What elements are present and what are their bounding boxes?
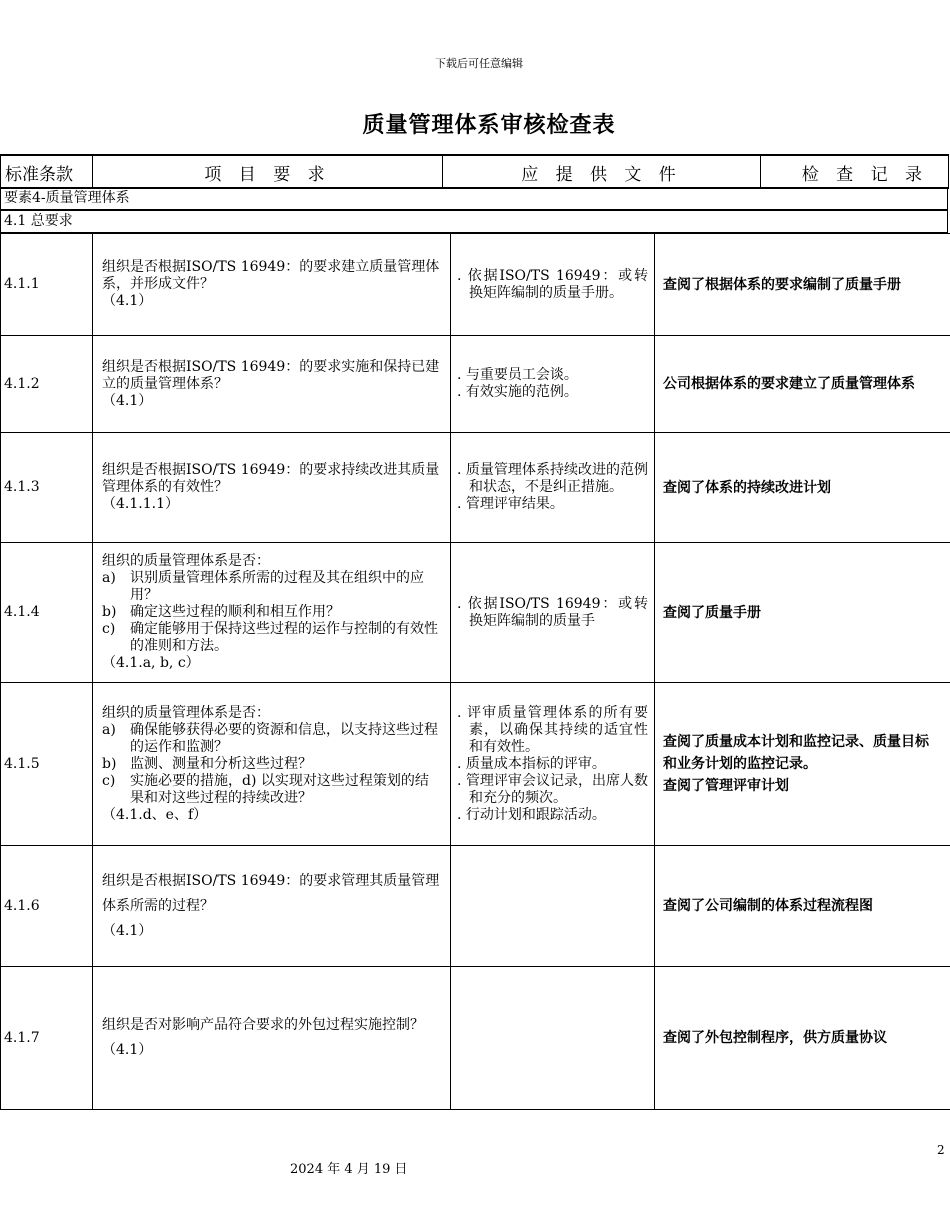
document-item: . 行动计划和跟踪活动。 (457, 806, 606, 823)
page-title: 质量管理体系审核检查表 (362, 113, 616, 138)
subitem-text: 确定能够用于保持这些过程的运作与控制的有效性的准则和方法。 (130, 621, 438, 654)
record-text: 和业务计划的监控记录。 (663, 756, 817, 772)
requirement-text: 组织是否根据ISO/TS 16949：的要求管理其质量管理体系所需的过程？ (102, 872, 440, 914)
document-item: . 有效实施的范例。 (457, 384, 578, 400)
requirement-cell (93, 967, 451, 1110)
record-text: 查阅了公司编制的体系过程流程图 (663, 898, 873, 914)
page-number: 2 (937, 1143, 945, 1157)
clause-cell: 4.1.2 (1, 336, 93, 433)
record-cell (655, 433, 950, 543)
documents-cell (451, 433, 655, 543)
requirement-text: （4.1） (102, 922, 153, 939)
requirement-text: （4.1） (102, 293, 153, 309)
column-header-clause: 标准条款 (1, 155, 93, 189)
subitem-text: 确保能够获得必要的资源和信息，以支持这些过程的运作和监测？ (130, 721, 438, 755)
requirement-text: （4.1） (102, 392, 153, 409)
subitem-label: a) (102, 570, 116, 586)
documents-cell (451, 234, 655, 336)
record-text: 查阅了质量手册 (663, 604, 761, 621)
table-row (1, 234, 950, 336)
column-header-requirement: 项 目 要 求 (93, 155, 443, 189)
subitem-text: 确定这些过程的顺利和相互作用？ (130, 604, 340, 620)
record-cell (655, 846, 950, 967)
requirement-cell (93, 683, 451, 846)
table-row (1, 543, 950, 683)
clause-cell: 4.1.5 (1, 683, 93, 846)
column-header-documents: 应 提 供 文 件 (443, 155, 761, 189)
table-row (1, 683, 950, 846)
clause-cell: 4.1.3 (1, 433, 93, 543)
record-text: 查阅了外包控制程序，供方质量协议 (663, 1030, 887, 1046)
subitem-text: 识别质量管理体系所需的过程及其在组织中的应用？ (130, 570, 424, 603)
table-row (1, 967, 950, 1110)
subitem-label: a) (102, 721, 116, 738)
record-cell (655, 336, 950, 433)
requirement-intro: 组织的质量管理体系是否： (102, 704, 270, 721)
requirement-text: （4.1） (102, 1042, 153, 1058)
requirement-subitem (102, 570, 442, 604)
documents-cell (451, 967, 655, 1110)
requirement-text: 组织是否根据ISO/TS 16949：的要求持续改进其质量管理体系的有效性？ (102, 462, 440, 495)
documents-cell (451, 846, 655, 967)
column-header-row (0, 154, 949, 189)
subitem-text: 实施必要的措施，d) 以实现对这些过程策划的结果和对这些过程的持续改进？ (130, 772, 429, 806)
requirement-cell (93, 846, 451, 967)
requirement-text: 组织是否对影响产品符合要求的外包过程实施控制？ (102, 1017, 424, 1033)
requirement-text: （4.1.1.1） (102, 496, 179, 512)
documents-cell (451, 543, 655, 683)
document-item: . 评审质量管理体系的所有要素，以确保其持续的适宜性和有效性。 (457, 704, 648, 755)
subsection-row: 4.1 总要求 (0, 210, 948, 233)
requirement-intro: 组织的质量管理体系是否： (102, 553, 270, 569)
record-text: 查阅了管理评审计划 (663, 778, 789, 794)
table-row (1, 846, 950, 967)
record-text: 查阅了质量成本计划和监控记录、质量目标 (663, 734, 929, 750)
record-cell (655, 234, 950, 336)
requirement-text: 组织是否根据ISO/TS 16949：的要求实施和保持已建立的质量管理体系？ (102, 358, 440, 392)
record-text: 查阅了根据体系的要求编制了质量手册 (663, 276, 901, 293)
header-note: 下载后可任意编辑 (435, 57, 523, 70)
subitem-text: 监测、测量和分析这些过程？ (130, 755, 312, 772)
requirement-subitem (102, 604, 442, 621)
column-header-record: 检 查 记 录 (761, 155, 949, 189)
clause-cell: 4.1.7 (1, 967, 93, 1110)
document-item: . 依据ISO/TS 16949：或转换矩阵编制的质量手 (457, 595, 648, 629)
requirement-cell (93, 433, 451, 543)
record-text: 查阅了体系的持续改进计划 (663, 479, 831, 496)
subitem-label: b) (102, 755, 117, 772)
requirement-subitem (102, 756, 442, 773)
document-item: . 管理评审会议记录，出席人数和充分的频次。 (457, 772, 648, 806)
requirement-cell (93, 543, 451, 683)
table-row (1, 433, 950, 543)
requirement-subitem (102, 722, 442, 756)
subitem-label: c) (102, 772, 116, 789)
requirement-cell (93, 234, 451, 336)
record-cell (655, 967, 950, 1110)
requirement-cell (93, 336, 451, 433)
section-row: 要素4-质量管理体系 (0, 187, 948, 210)
requirement-subitem (102, 621, 442, 655)
clause-cell: 4.1.4 (1, 543, 93, 683)
checklist-table (0, 233, 950, 1110)
record-text: 公司根据体系的要求建立了质量管理体系 (663, 376, 915, 392)
document-item: . 质量管理体系持续改进的范例和状态，不是纠正措施。 (457, 462, 648, 495)
documents-cell (451, 336, 655, 433)
record-cell (655, 543, 950, 683)
requirement-text: 组织是否根据ISO/TS 16949：的要求建立质量管理体系，并形成文件？ (102, 259, 440, 292)
requirement-reference: （4.1.a, b, c） (102, 655, 200, 671)
document-item: . 与重要员工会谈。 (457, 367, 578, 383)
footer-date: 2024 年 4 月 19 日 (290, 1162, 408, 1177)
document-item: . 管理评审结果。 (457, 496, 564, 512)
document-item: . 质量成本指标的评审。 (457, 755, 606, 772)
subitem-label: c) (102, 621, 116, 637)
documents-cell (451, 683, 655, 846)
requirement-subitem (102, 773, 442, 807)
record-cell (655, 683, 950, 846)
document-item: . 依据ISO/TS 16949：或转换矩阵编制的质量手册。 (457, 267, 648, 301)
table-row (1, 336, 950, 433)
clause-cell: 4.1.1 (1, 234, 93, 336)
subitem-label: b) (102, 604, 117, 620)
requirement-reference: （4.1.d、e、f） (102, 806, 208, 823)
clause-cell: 4.1.6 (1, 846, 93, 967)
